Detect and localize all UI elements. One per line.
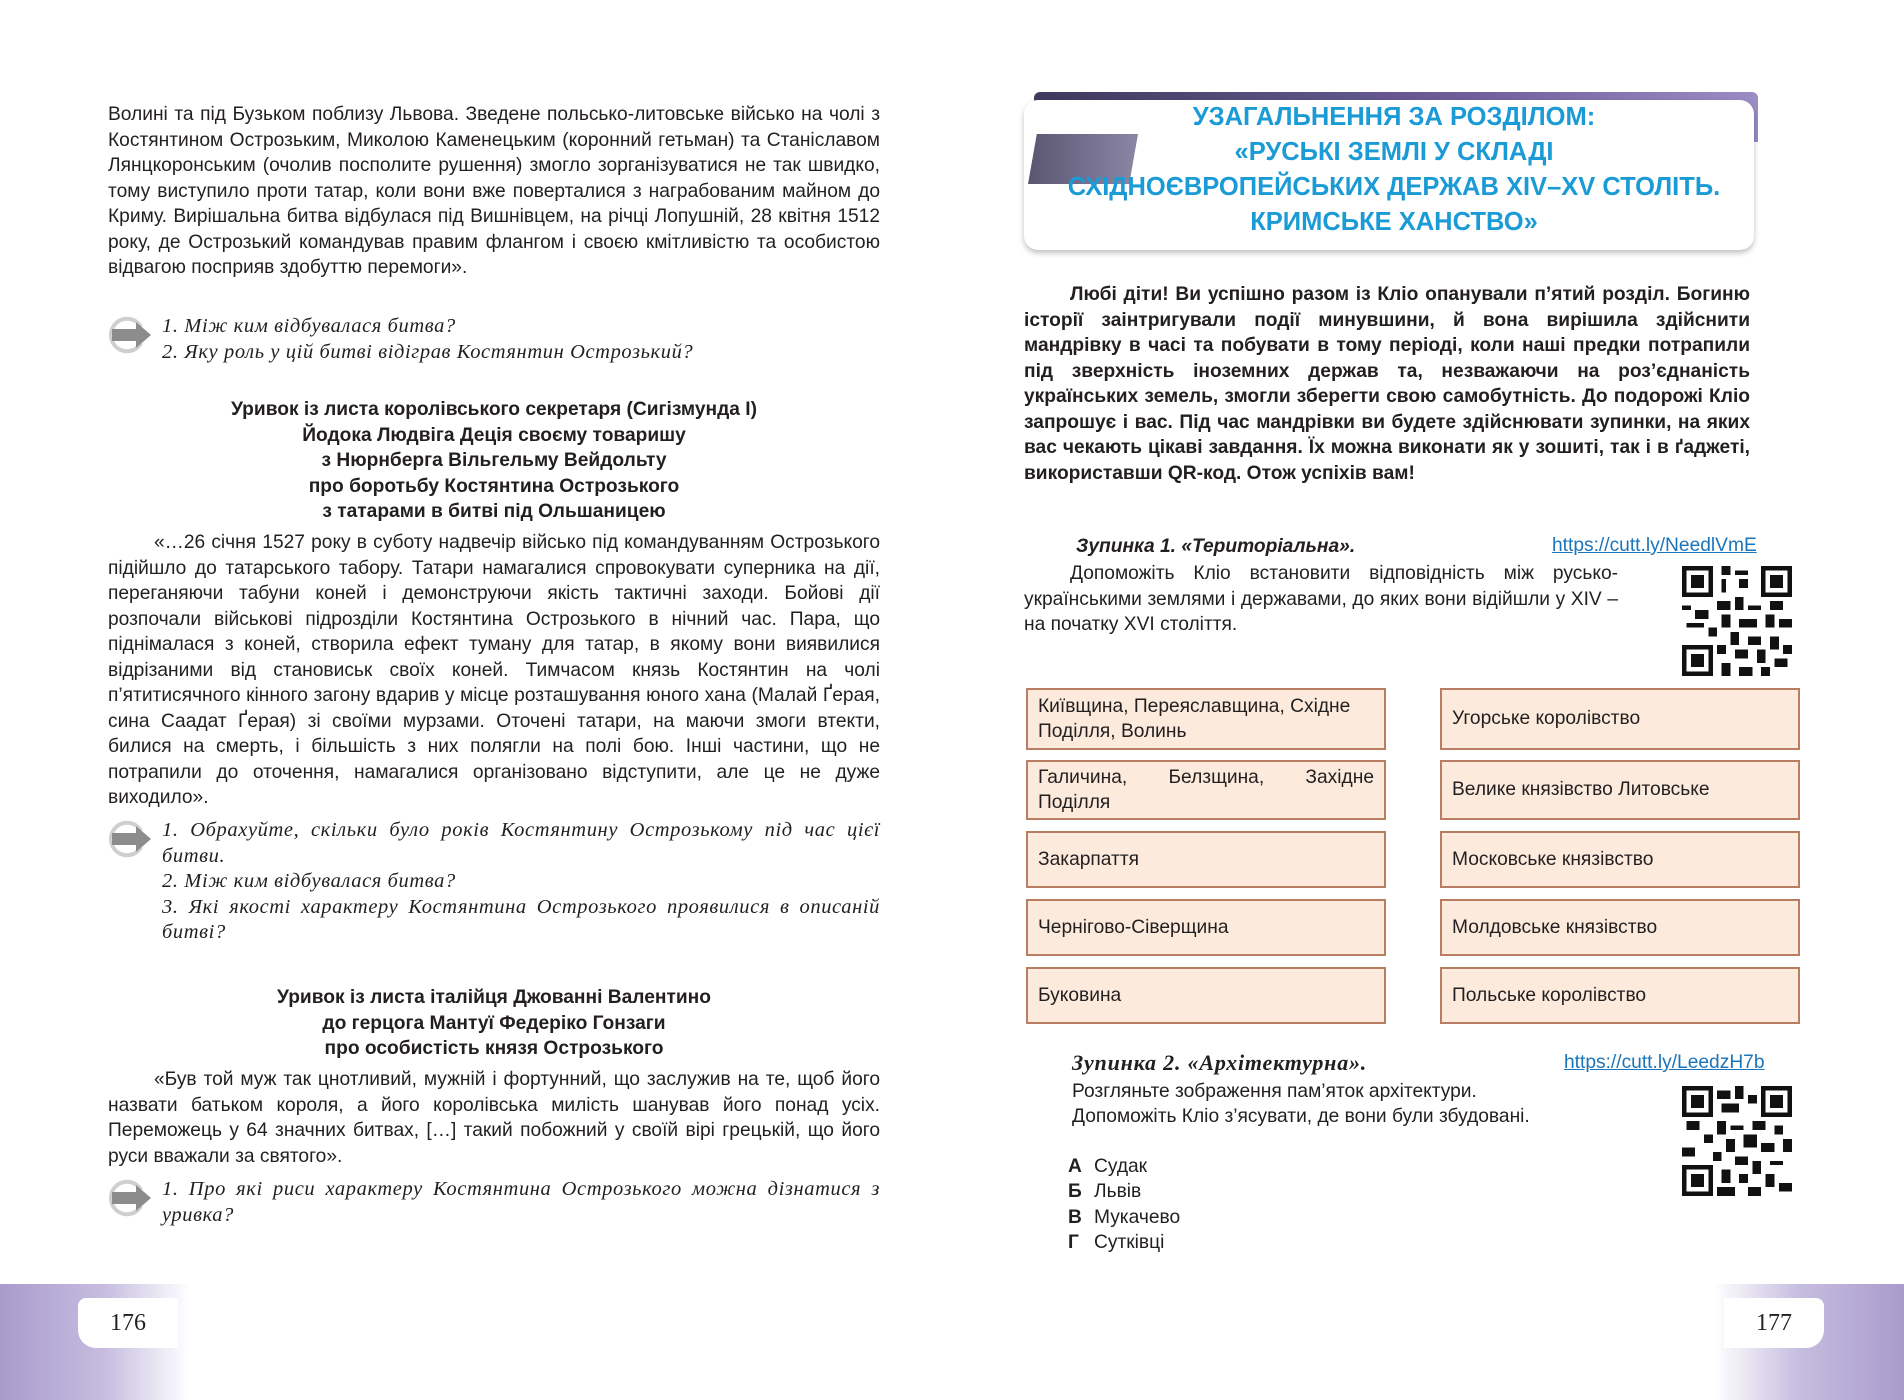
page-number: 177	[1724, 1298, 1824, 1348]
stop2-text-1: Розгляньте зображення пам’яток архітектури.	[1072, 1081, 1477, 1102]
paragraph-personality: «Був той муж так цнотливий, мужній і фортунний, що заслужив на те, щоб його назвати батьком короля, а його королівська милість шанував його понад усіх. Переможець у 64 значних битвах, […] такий побожний у своїй вірі грецькій, що його руси вважали за святого».	[108, 1069, 880, 1167]
stop2-text-2: Допоможіть Кліо з’ясувати, де вони були збудовані.	[1072, 1106, 1530, 1127]
state-box[interactable]: Польське королівство	[1440, 967, 1800, 1024]
land-box[interactable]: Галичина, Белзщина, Західне Поділля	[1026, 760, 1386, 820]
land-box[interactable]: Чернігово-Сіверщина	[1026, 899, 1386, 956]
banner-title: УЗАГАЛЬНЕННЯ ЗА РОЗДІЛОМ: «РУСЬКІ ЗЕМЛІ У СКЛАДІ СХІДНОЄВРОПЕЙСЬКИХ ДЕРЖАВ XIV–XV СТОЛІТЬ. КРИМСЬКЕ ХАНСТВО»	[1067, 103, 1721, 236]
qr-code-icon[interactable]	[1682, 1086, 1792, 1196]
questions-block-2	[108, 818, 880, 946]
stop1-text: Допоможіть Кліо встановити відповідність між русько-українськими землями і державами, до яких вони відійшли у XIV – на початку XVI століття.	[1024, 563, 1618, 635]
land-box[interactable]: Київщина, Переяславщина, Східне Поділля, Волинь	[1026, 688, 1386, 750]
state-box[interactable]: Велике князівство Литовське	[1440, 760, 1800, 820]
intro-paragraph: Любі діти! Ви успішно разом із Кліо опанували п’ятий розділ. Богиню історії заінтригували події минувшини, й вона вирішила здійснити мандрівку в часі та побувати в тому періоді, коли наші предки потрапили під зверхність іноземних держав та, незважаючи на роз’єднаність українських земель, змогли зберегти свою самобутність. До подорожі Кліо запрошує і вас. Під час мандрівки ви будете здійснювати зупинки, на яких вас чекають цікаві завдання. Їх можна виконати як у зошиті, так і в ґаджеті, використавши QR-код. Отож успіхів вам!	[1024, 284, 1750, 484]
answer-option: А Судак	[1068, 1156, 1148, 1177]
answer-option: Б Львів	[1068, 1181, 1142, 1202]
question-item: 1. Між ким відбувалася битва?	[162, 315, 456, 337]
state-box[interactable]: Московське князівство	[1440, 831, 1800, 888]
question-item: 1. Обрахуйте, скільки було років Костянтину Острозькому під час цієї битви.	[162, 819, 880, 867]
questions-block-1	[108, 314, 880, 365]
land-box[interactable]: Буковина	[1026, 967, 1386, 1024]
answer-option: Г Сутківці	[1068, 1232, 1165, 1253]
question-item: 2. Між ким відбувалася битва?	[162, 870, 456, 892]
state-box[interactable]: Молдовське князівство	[1440, 899, 1800, 956]
heading-letter-detsius: Уривок із листа королівського секретаря (Сигізмунда I) Йодока Людвіга Деція своєму товаришу з Нюрнберга Вільгельму Вейдольту про боротьбу Костянтина Острозького з татарами в битві під Ольшаницею	[230, 399, 758, 522]
arrow-right-icon	[108, 820, 152, 858]
state-box[interactable]: Угорське королівство	[1440, 688, 1800, 750]
land-box[interactable]: Закарпаття	[1026, 831, 1386, 888]
right-page	[952, 0, 1904, 1400]
paragraph-battle-olshanytsia: «…26 січня 1527 року в суботу надвечір військо під командуванням Острозького підійшло до татарського табору. Татари намагалися спровокувати суперника на дії, переганяючи табуни коней і демонструючи якість тактичні заходи. Бойові дії розпочали військові підрозділи Костянтина Острозького в нічний час. Пара, що піднімалася з коней, створила ефект туману для татар, в якому вони виявилися відрізаними від становиськ своїх коней. Тимчасом князь Костянтин на чолі п’ятитисячного кінного загону вдарив у місце розташування юного хана (Малай Ґерая, сина Саадат Ґерая) зі своїми мурзами. Оточені татари, на маючи змоги втекти, билися на смерть, і більшість з них полягли на полі бою. Інші частини, що не потрапили до оточення, намагалися організовано відступити, але це не дуже виходило».	[108, 532, 880, 808]
question-item: 3. Які якості характеру Костянтина Острозького проявилися в описаній битві?	[162, 895, 880, 943]
stop2-link[interactable]: https://cutt.ly/LeedzH7b	[1564, 1052, 1765, 1073]
question-item: 2. Яку роль у цій битві відіграв Костянтин Острозький?	[162, 340, 694, 363]
page-number: 176	[78, 1298, 178, 1348]
stop1-title: Зупинка 1. «Територіальна».	[1076, 536, 1356, 557]
stop1-link[interactable]: https://cutt.ly/NeedlVmE	[1552, 535, 1757, 556]
arrow-right-icon	[108, 316, 152, 354]
answer-option: В Мукачево	[1068, 1207, 1181, 1228]
section-banner	[1024, 92, 1754, 256]
stop2-title: Зупинка 2. «Архітектурна».	[1072, 1050, 1368, 1075]
qr-code-icon[interactable]	[1682, 566, 1792, 676]
question-item: 1. Про які риси характеру Костянтина Острозького можна дізнатися з уривка?	[162, 1178, 880, 1226]
paragraph-battle-vyshnivets: Волині та під Бузьком поблизу Львова. Зведене польсько-литовське військо на чолі з Костянтином Острозьким, Миколою Каменецьким (коронний гетьман) та Станіславом Лянцкоронським (очолив посполите рушення) змогло зорганізуватися не так швидко, тому виступило проти татар, коли вони вже поверталися з награбованим майном до Криму. Вирішальна битва відбулася під Вишнівцем, на річці Лопушній, 28 квітня 1512 року, де Острозький командував правим флангом і своєю кмітливістю та особистою відвагою посприяв здобуттю перемоги».	[108, 104, 880, 278]
questions-block-3	[108, 1177, 880, 1228]
arrow-right-icon	[108, 1179, 152, 1217]
heading-letter-valentino: Уривок із листа італійця Джованні Валентино до герцога Мантуї Федеріко Гонзаги про особистість князя Острозького	[276, 987, 711, 1059]
